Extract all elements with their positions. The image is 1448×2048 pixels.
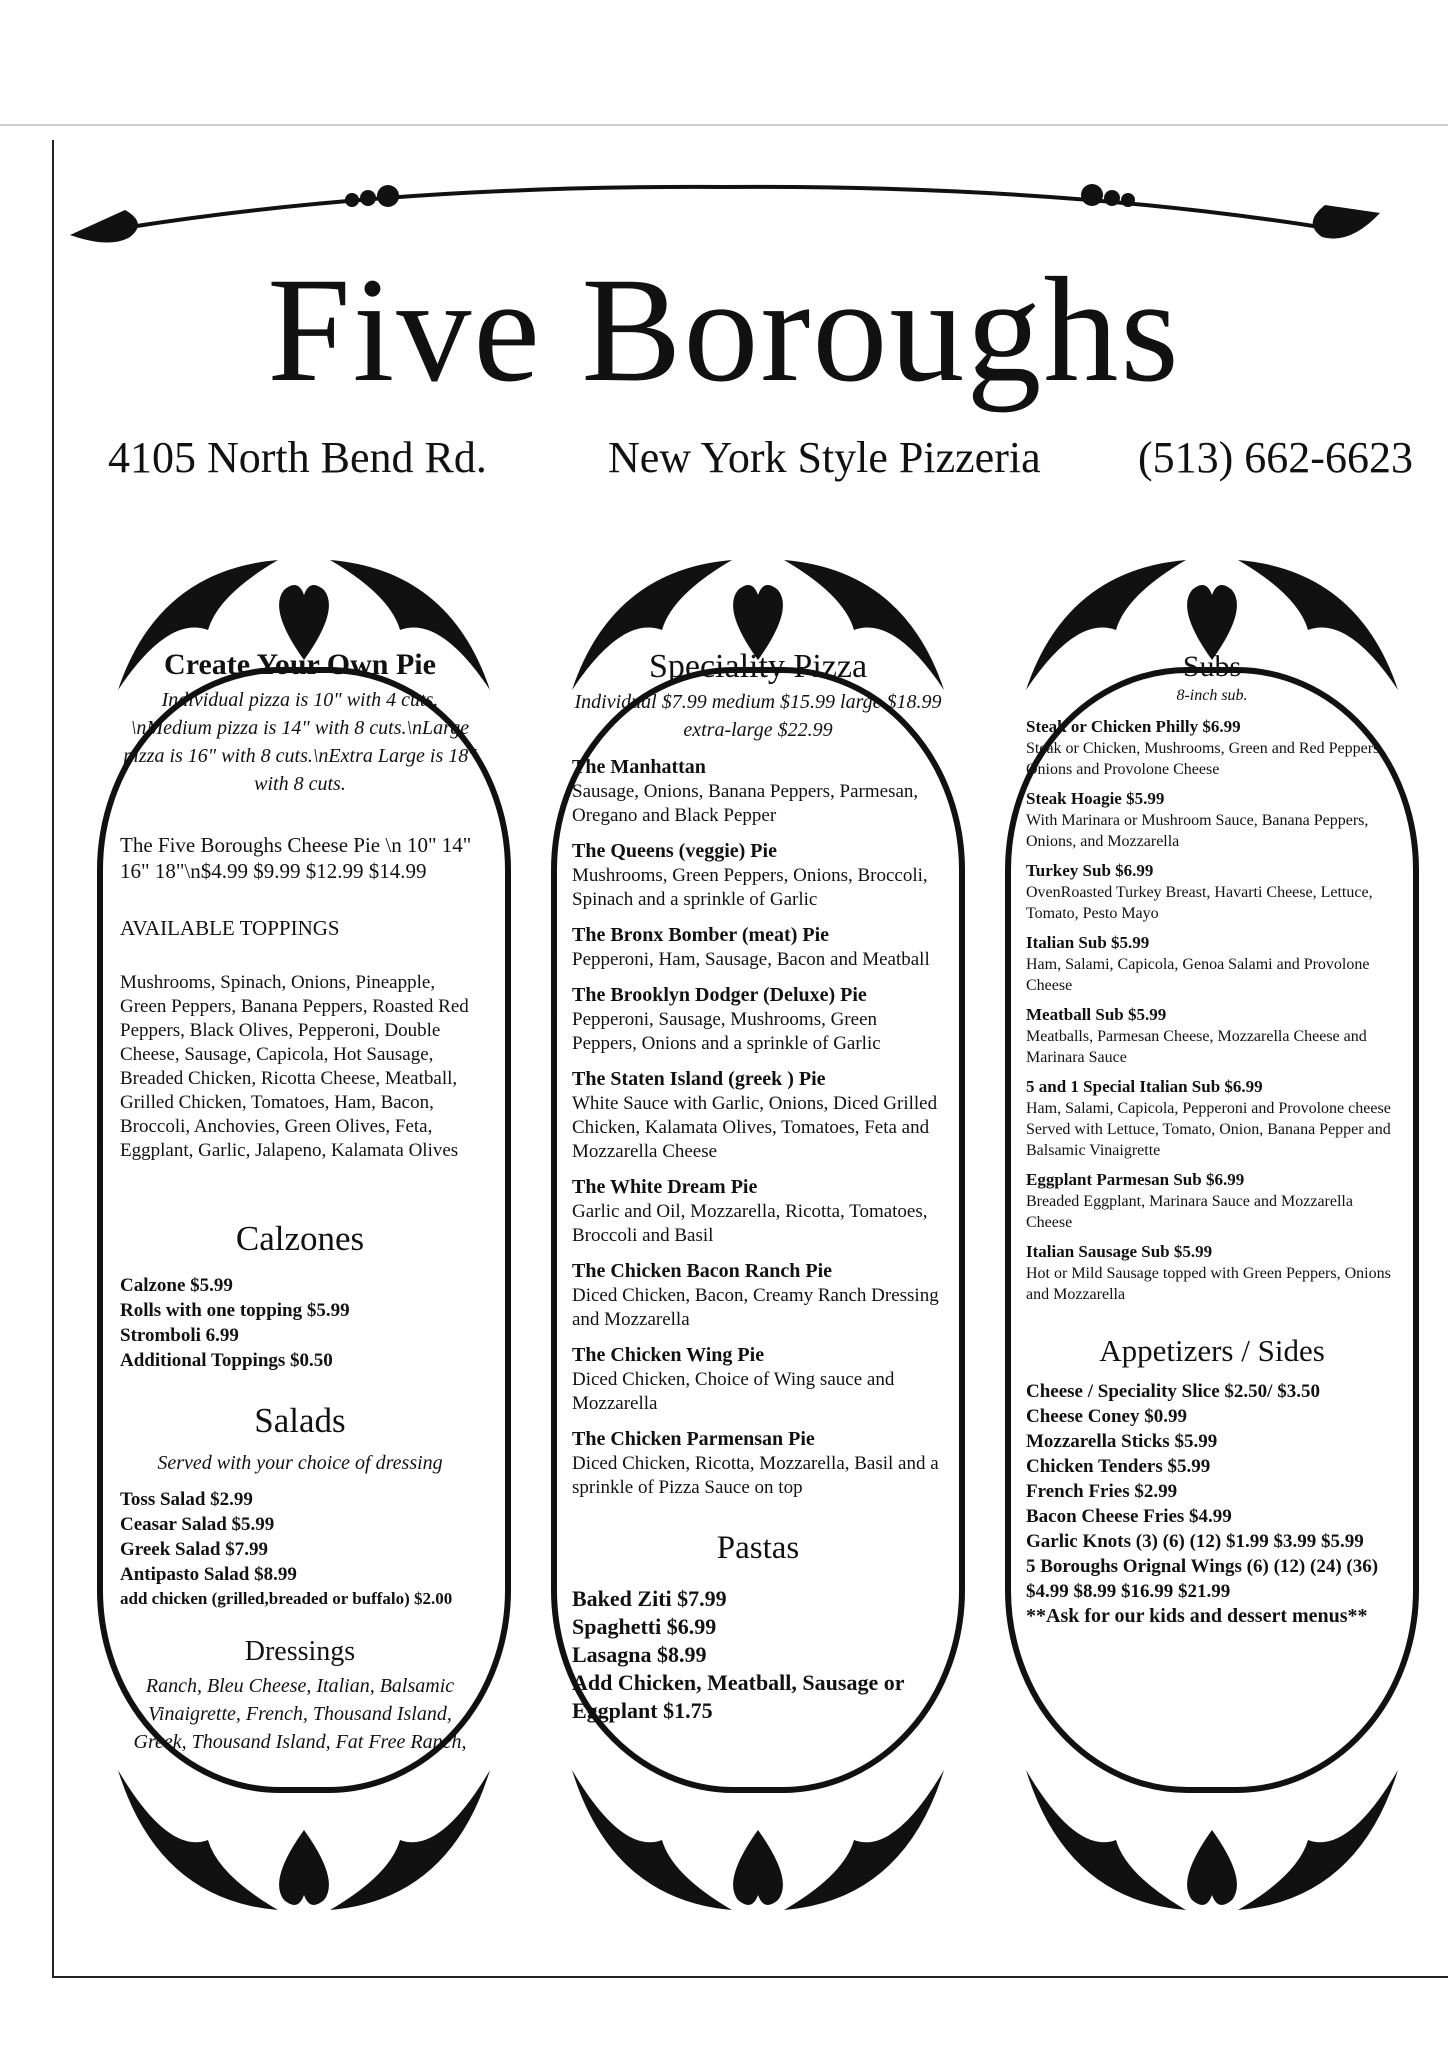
sub-name: Meatball Sub $5.99	[1026, 1005, 1167, 1024]
sub-name: Italian Sub $5.99	[1026, 933, 1150, 952]
appetizers-title: Appetizers / Sides	[1099, 1333, 1325, 1368]
list-item: Baked Ziti $7.99	[572, 1586, 727, 1611]
sub-desc: Meatballs, Parmesan Cheese, Mozzarella Cheese and Marinara Sauce	[1026, 1028, 1367, 1066]
sub-desc: With Marinara or Mushroom Sauce, Banana Peppers, Onions, and Mozzarella	[1026, 812, 1369, 850]
sub-name: Eggplant Parmesan Sub $6.99	[1026, 1170, 1245, 1189]
list-item	[572, 922, 944, 972]
appetizers-list	[1026, 1379, 1398, 1629]
list-item	[572, 982, 944, 1056]
list-item	[1026, 788, 1398, 852]
sub-name: Steak Hoagie $5.99	[1026, 789, 1165, 808]
salads-add-chicken: add chicken (grilled,breaded or buffalo) $2.00	[120, 1589, 453, 1608]
list-item	[572, 1066, 944, 1164]
list-item: Garlic Knots (3) (6) (12) $1.99 $3.99 $5.99	[1026, 1531, 1364, 1552]
pastas-title: Pastas	[716, 1530, 800, 1566]
list-item	[1026, 860, 1398, 924]
sub-desc: OvenRoasted Turkey Breast, Havarti Cheese, Lettuce, Tomato, Pesto Mayo	[1026, 884, 1373, 922]
list-item	[1026, 1004, 1398, 1068]
tagline: New York Style Pizzeria	[608, 433, 1041, 482]
sub-desc: Ham, Salami, Capicola, Genoa Salami and Provolone Cheese	[1026, 956, 1370, 994]
list-item: Rolls with one topping $5.99	[120, 1300, 350, 1321]
phone-number: (513) 662-6623	[1138, 433, 1413, 482]
pizza-name: The Chicken Bacon Ranch Pie	[572, 1260, 833, 1282]
subs-list	[1026, 716, 1398, 1305]
list-item: Greek Salad $7.99	[120, 1539, 268, 1560]
pizza-desc: Sausage, Onions, Banana Peppers, Parmesan, Oregano and Black Pepper	[572, 781, 919, 826]
address: 4105 North Bend Rd.	[108, 433, 487, 482]
pizza-name: The Manhattan	[572, 756, 706, 778]
list-item: Additional Toppings $0.50	[120, 1350, 333, 1371]
pizza-desc: Diced Chicken, Ricotta, Mozzarella, Basil and a sprinkle of Pizza Sauce on top	[572, 1453, 939, 1498]
toppings-title: AVAILABLE TOPPINGS	[120, 916, 340, 940]
list-item	[572, 1174, 944, 1248]
list-item	[1026, 1169, 1398, 1233]
calzones-list	[120, 1273, 480, 1373]
salads-title: Salads	[254, 1401, 346, 1440]
sub-name: Steak or Chicken Philly $6.99	[1026, 717, 1241, 736]
specialty-pizza-list	[572, 754, 944, 1500]
list-item	[572, 1258, 944, 1332]
sub-name: 5 and 1 Special Italian Sub $6.99	[1026, 1077, 1263, 1096]
list-item	[1026, 932, 1398, 996]
list-item: Mozzarella Sticks $5.99	[1026, 1431, 1218, 1452]
list-item	[572, 1342, 944, 1416]
left-border	[52, 140, 54, 1978]
subs-title: Subs	[1182, 650, 1242, 683]
pizza-desc: Pepperoni, Sausage, Mushrooms, Green Peppers, Onions and a sprinkle of Garlic	[572, 1009, 881, 1054]
pizza-name: The Queens (veggie) Pie	[572, 840, 777, 862]
specialty-prices-note: Individual $7.99 medium $15.99 large $18.99 extra-large $22.99	[574, 691, 942, 741]
list-item: French Fries $2.99	[1026, 1481, 1178, 1502]
pizza-desc: Diced Chicken, Bacon, Creamy Ranch Dressing and Mozzarella	[572, 1285, 939, 1330]
pastas-list	[572, 1585, 944, 1725]
sub-desc: Ham, Salami, Capicola, Pepperoni and Provolone cheese Served with Lettuce, Tomato, Onion, Banana Pepper and Balsamic Vinaigrette	[1026, 1100, 1391, 1159]
toppings-list: Mushrooms, Spinach, Onions, Pineapple, Green Peppers, Banana Peppers, Roasted Red Peppers, Black Olives, Pepperoni, Double Cheese, Sausage, Capicola, Hot Sausage, Breaded Chicken, Ricotta Cheese, Meatball, Grilled Chicken, Tomatoes, Ham, Bacon, Broccoli, Anchovies, Green Olives, Feta, Eggplant, Garlic, Jalapeno, Kalamata Olives	[120, 972, 469, 1161]
pizza-desc: White Sauce with Garlic, Onions, Diced Grilled Chicken, Kalamata Olives, Tomatoes, Feta and Mozzarella Cheese	[572, 1093, 938, 1162]
column-middle	[572, 648, 944, 1725]
pizza-name: The White Dream Pie	[572, 1176, 758, 1198]
sub-desc: Steak or Chicken, Mushrooms, Green and Red Peppers, Onions and Provolone Cheese	[1026, 740, 1384, 778]
salads-list	[120, 1487, 480, 1610]
pizza-name: The Brooklyn Dodger (Deluxe) Pie	[572, 984, 867, 1006]
list-item: Ceasar Salad $5.99	[120, 1514, 275, 1535]
cheese-pie-prices: The Five Boroughs Cheese Pie \n 10" 14" 16" 18"\n$4.99 $9.99 $12.99 $14.99	[120, 833, 472, 883]
specialty-pizza-title: Speciality Pizza	[648, 648, 868, 685]
list-item: 5 Boroughs Orignal Wings (6) (12) (24) (36) $4.99 $8.99 $16.99 $21.99	[1026, 1556, 1379, 1602]
column-right	[1026, 650, 1398, 1629]
list-item: Cheese / Speciality Slice $2.50/ $3.50	[1026, 1381, 1320, 1402]
list-item: Stromboli 6.99	[120, 1325, 239, 1346]
calzones-title: Calzones	[235, 1219, 365, 1258]
pizza-desc: Mushrooms, Green Peppers, Onions, Broccoli, Spinach and a sprinkle of Garlic	[572, 865, 928, 910]
subs-note: 8-inch sub.	[1176, 687, 1248, 704]
salads-note: Served with your choice of dressing	[157, 1452, 443, 1474]
list-item: Add Chicken, Meatball, Sausage or Eggplant $1.75	[572, 1670, 905, 1723]
list-item	[1026, 1076, 1398, 1161]
column-left	[120, 648, 480, 1756]
pizza-desc: Diced Chicken, Choice of Wing sauce and Mozzarella	[572, 1369, 895, 1414]
list-item	[1026, 1241, 1398, 1305]
pizza-name: The Staten Island (greek ) Pie	[572, 1068, 826, 1090]
bottom-border	[52, 1976, 1448, 1978]
sub-name: Italian Sausage Sub $5.99	[1026, 1242, 1213, 1261]
pizza-sizes-note: Individual pizza is 10" with 4 cuts. \nMedium pizza is 14" with 8 cuts.\nLarge pizza is 16" with 8 cuts.\nExtra Large is 18" with 8 cuts.	[123, 689, 477, 795]
list-item: Toss Salad $2.99	[120, 1489, 253, 1510]
pizza-desc: Garlic and Oil, Mozzarella, Ricotta, Tomatoes, Broccoli and Basil	[572, 1201, 928, 1246]
list-item: Lasagna $8.99	[572, 1642, 707, 1667]
top-divider	[0, 124, 1448, 126]
pizza-desc: Pepperoni, Ham, Sausage, Bacon and Meatball	[572, 949, 930, 970]
header-ornament	[70, 165, 1380, 255]
list-item: Spaghetti $6.99	[572, 1614, 717, 1639]
dressings-list: Ranch, Bleu Cheese, Italian, Balsamic Vinaigrette, French, Thousand Island, Greek, Thousand Island, Fat Free Ranch,	[133, 1675, 467, 1753]
list-item: Bacon Cheese Fries $4.99	[1026, 1506, 1232, 1527]
list-item	[572, 838, 944, 912]
sub-desc: Breaded Eggplant, Marinara Sauce and Mozzarella Cheese	[1026, 1193, 1353, 1231]
list-item	[572, 754, 944, 828]
list-item	[1026, 716, 1398, 780]
list-item: Calzone $5.99	[120, 1275, 233, 1296]
restaurant-name: Five Boroughs	[267, 247, 1181, 413]
kids-dessert-note: **Ask for our kids and dessert menus**	[1026, 1605, 1368, 1627]
list-item: Cheese Coney $0.99	[1026, 1406, 1187, 1427]
sub-desc: Hot or Mild Sausage topped with Green Peppers, Onions and Mozzarella	[1026, 1265, 1391, 1303]
pizza-name: The Chicken Wing Pie	[572, 1344, 765, 1366]
sub-name: Turkey Sub $6.99	[1026, 861, 1154, 880]
dressings-title: Dressings	[244, 1636, 356, 1667]
create-pie-title: Create Your Own Pie	[164, 648, 436, 681]
pizza-name: The Chicken Parmensan Pie	[572, 1428, 815, 1450]
list-item	[572, 1426, 944, 1500]
list-item: Chicken Tenders $5.99	[1026, 1456, 1211, 1477]
list-item: Antipasto Salad $8.99	[120, 1564, 297, 1585]
pizza-name: The Bronx Bomber (meat) Pie	[572, 924, 830, 946]
